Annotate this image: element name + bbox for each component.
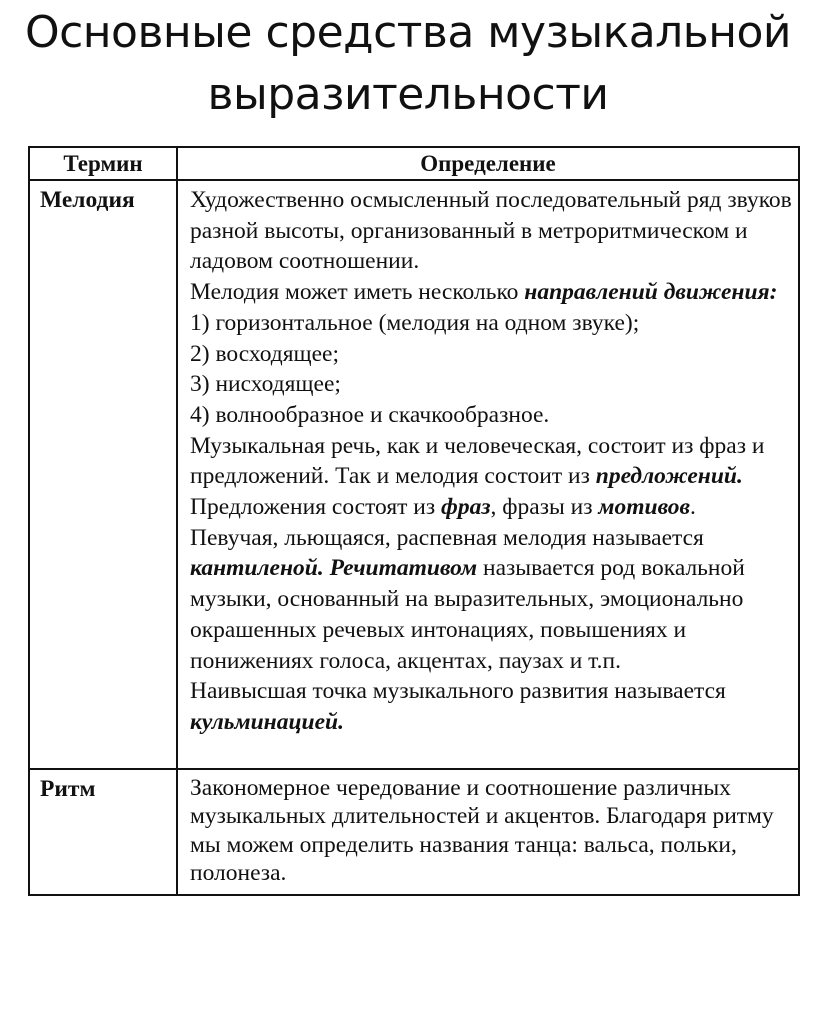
melody-climax-text: Наивысшая точка музыкального развития называется кульминацией.	[190, 678, 726, 735]
terms-table	[28, 146, 800, 896]
list-item: 4) волнообразное и скачкообразное.	[190, 401, 550, 428]
melody-directions-text: Мелодия может иметь несколько направлений движения:	[190, 279, 778, 306]
title-line-2: выразительности	[207, 69, 609, 120]
table-row	[29, 769, 799, 895]
table-row	[29, 180, 799, 769]
header-row	[29, 147, 799, 180]
header-term: Термин	[29, 147, 177, 180]
melody-cantilena-text: Певучая, льющаяся, распевная мелодия называется кантиленой. Речитативом называется род вокальной музыки, основанный на выразительных, эмоционально окрашенных речевых интонациях, повышениях и понижениях голоса, акцентах, паузах и т.п.	[190, 524, 745, 674]
term-rhythm: Ритм	[29, 769, 177, 895]
melody-definition-text: Художественно осмысленный последовательный ряд звуков разной высоты, организованный в метроритмическом и ладовом соотношении.	[190, 187, 792, 275]
definition-rhythm: Закономерное чередование и соотношение различных музыкальных длительностей и акцентов. Благодаря ритму мы можем определить названия танца: вальса, польки, полонеза.	[177, 769, 799, 895]
header-definition: Определение	[177, 147, 799, 180]
list-item: 3) нисходящее;	[190, 371, 341, 398]
list-item: 2) восходящее;	[190, 340, 340, 367]
definition-melody	[177, 180, 799, 769]
melody-structure-text: Музыкальная речь, как и человеческая, состоит из фраз и предложений. Так и мелодия состоит из предложений. Предложения состоят из фраз, фразы из мотивов.	[190, 432, 765, 521]
title-line-1: Основные средства музыкальной	[24, 7, 792, 58]
term-melody: Мелодия	[29, 180, 177, 769]
list-item: 1) горизонтальное (мелодия на одном звуке);	[190, 309, 640, 336]
page-title	[0, 2, 816, 126]
